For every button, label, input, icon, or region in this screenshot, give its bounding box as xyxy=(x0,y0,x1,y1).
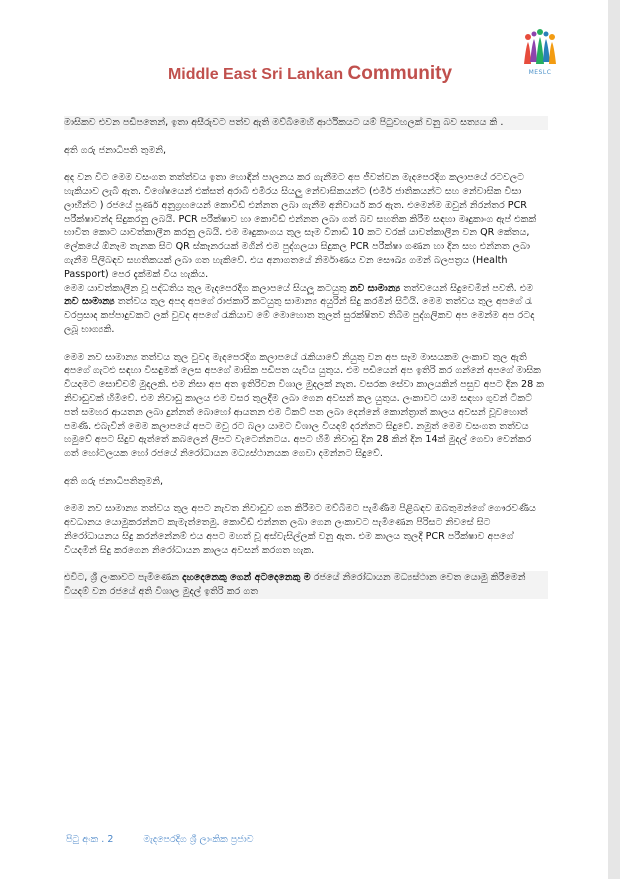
salutation-2: අති ගරු ජනාධිපතිතුමනි, xyxy=(64,475,164,487)
paragraph-6-bold: දහදෙනෙකු ගෙන් අටදෙනෙකු ම xyxy=(182,572,311,584)
viewer-background xyxy=(608,0,620,879)
paragraph-3-text-a: මෙම යාවත්කාලීන වූ පද්ධතිය තුල මැදපෙරදිග කලාපයේ සියලූ කටයුතු xyxy=(64,282,350,294)
paragraph-6-text-b: රජයේ නිරෝධායන මධ්‍යස්ථාන වෙත යොමු කිරීමෙන් වියදම් වන රජයේ අති විශාල මුදල් ඉතිරි කර ගත xyxy=(64,572,526,598)
page-title xyxy=(60,63,560,85)
paragraph-6 xyxy=(64,571,548,599)
letter-body xyxy=(64,116,548,599)
footer-org-name: මැදපෙරදිග ශ්‍රී ලාංකික ප්‍රජාව xyxy=(143,834,254,845)
title-part-2: Community xyxy=(347,63,453,84)
paragraph-3-text-c: තත්වය තුල අපද අපගේ රාජකාරි කටයුතු සාමාන්‍ය අයුරින් සිදු කරමින් සිටියි. මෙම තත්වය තුල අපගේ රැ වරප්‍රසාද කප්පාදුවකට ලක් වුවද අපගේ රැකියාව මේ මොහොත තුලත් සුරක්ෂිතව තිබීම පුද්ගලිකව අප මෙන්ම අප රටද ලබූ භාග්‍යකි. xyxy=(64,296,535,335)
page-footer xyxy=(66,834,466,845)
paragraph-6-text-a: එවිට, ශ්‍රී ලංකාවට පැමිණෙන xyxy=(64,572,183,584)
paragraph-3 xyxy=(64,282,548,337)
title-part-1: Middle East Sri Lankan xyxy=(167,66,348,83)
paragraph-3-bold-a: නව සාමාන්‍ය xyxy=(349,282,401,294)
paragraph-3-bold-b: නව සාමාන්‍ය xyxy=(64,296,115,308)
paragraph-1: මාසිකව එවන පඩිපතෙන්, ඉතා අසීරුවට පත්ව ඇති මව්බිමෙහි ආර්ථිකයට යම් පිටුවහලක් වනු බව සත්‍යය කි . xyxy=(64,116,548,130)
logo-caption: MESLC xyxy=(528,69,552,76)
paragraph-2: අද වන විට මෙම වසංගත තත්ත්වය ඉතා හොඳින් පාලනය කර ගැනීමට අප ජීවත්වන මැදපෙරදිග කලාපයේ රටවලට හැකියාව ලැබී ඇත. විශේෂයෙන් එක්සත් අරාබි එමීරය සියලු නේවාසිකයන්ට (එමීර් ජාතිකයන්ට සහ නේවාසික වීසා ලාභීන්ට ) රජයේ පූර්ණ අනුග්‍රහයෙන් කොවිඩ් එන්නත ලබා ගැනීම අනිවාර්ය කර ඇත. එමෙන්ම ඔවුන් නිරන්තර PCR පරීක්ෂාවන්ද සිදුකරනු ලබයි. PCR පරීක්ෂාව හා කොවිඩ් එන්නත ලබා ගත් බව සහතික කිරීම සඳහා මෘදුකාංග ඇප් එකක් භාවිත කොට යාවත්කාලීන කරනු ලබයි. එම මෘදුකාංගය තුල සෑම විනාඩි 10 කට වරක් යාවත්කාලීන වන QR කේතය, ලේකයේ ඕනෑම තැනක සිට QR ස්කෑනරයක් මගින් එම පුද්ගලයා සිදුකල PCR පරීක්ෂා ගණන හා දින සහ එන්නත ලබා ගැනීම පිලිබඳව සහතිකයක් ලබා ගත හැකිවේ. එය අනාගතයේ නිර්මාණය වන සෞඛ්‍ය ගමන් බලපත්‍රය (Health Passport) පෙර දැක්මක් විය හැකිය. xyxy=(64,172,537,280)
page-number: පිටු අංක . 2 xyxy=(66,834,114,845)
paragraph-3-text-b: තත්වයෙන් සිදුවෙමින් පවතී. එම xyxy=(400,282,534,294)
paragraph-4: මෙම නව සාමාන්‍ය තත්වය තුල වුවද මැදපෙරදිග කලාපයේ රැකියාවේ නියුතු වන අප සෑම මාසයකම ලංකාව තුල ඇති අපගේ ගැටළු සඳහා විසඳුමක් ලෙස අපගේ මාසික පඩිපත යැවීය යුතුය. එම පඩියෙන් අප ඉතිරි කර ගන්නේ අපගේ මාසික වියදමට සොච්චම් මුදලකි. එම නිසා අප අත ඉතිරිවන විශාල මුදලක් නැත. වසරක සේවා කාලයකින් පසුව අපට දින 28 ක නිවාඩුවක් හිමිවේ. එම නිවාඩු කාලය එම වසර තුලදීම ලබා ගෙන අවසන් කල යුතුය. ලංකාවට යාම සඳහා ගුවන් ටිකට් පත් සමහර ආයතන ලබා දුන්නත් බොහෝ ආයතන එම ටිකට් පත ලබා දෙන්නේ කොන්ත්‍රාත් කාලය අවසන් වූවහොත් පමණි. එබැවින් මෙම කලාපයේ අපට මවු රට බලා යාමට විශාල වියදම් දරන්නට සිදුවේ. නමුත් මෙම වසංගත තත්වය හමුවේ අපට සිදුව ඇත්තේ කබලෙන් ලිපට වැටෙන්නටය. අපට හිමි නිවාඩු දින 28 කින් දින 14ක් මුදල් ගෙවා වෙන්කර ගත් හෝටලයක හෝ රජයේ නිරෝධායන මධ්‍යස්ථානයක ගෙවා දමන්නට සිදුවේ. xyxy=(64,351,545,460)
paragraph-5: මෙම නව සාමාන්‍ය තත්වය තුල අපට නැවත නිවාඩුව ගත කිරීමට මව්බිමට පැමිණීම පිළිබඳව ඔබතුමන්ගේ ගෞරවණීය අවධානය යොමුකරන්නට කැමැත්තෙමු. කොවිඩ් එන්නත ලබා ගෙන ලංකාවට පැමිණෙන පිරිසට නිවසේ සිට නිරෝධායනය සිදු කරන්නේනම් එය අපට මහත් වූ අස්වැසිල්ලක් වනු ඇත. එම කාලය තුලදී PCR පරීක්ෂාව අපගේ වියදමින් සිදු කරගෙන නිරෝධායන කාලය අවසන් කරගත හැක. xyxy=(64,503,536,556)
salutation-1: අති ගරු ජනාධිපති තුමනි, xyxy=(64,144,167,156)
